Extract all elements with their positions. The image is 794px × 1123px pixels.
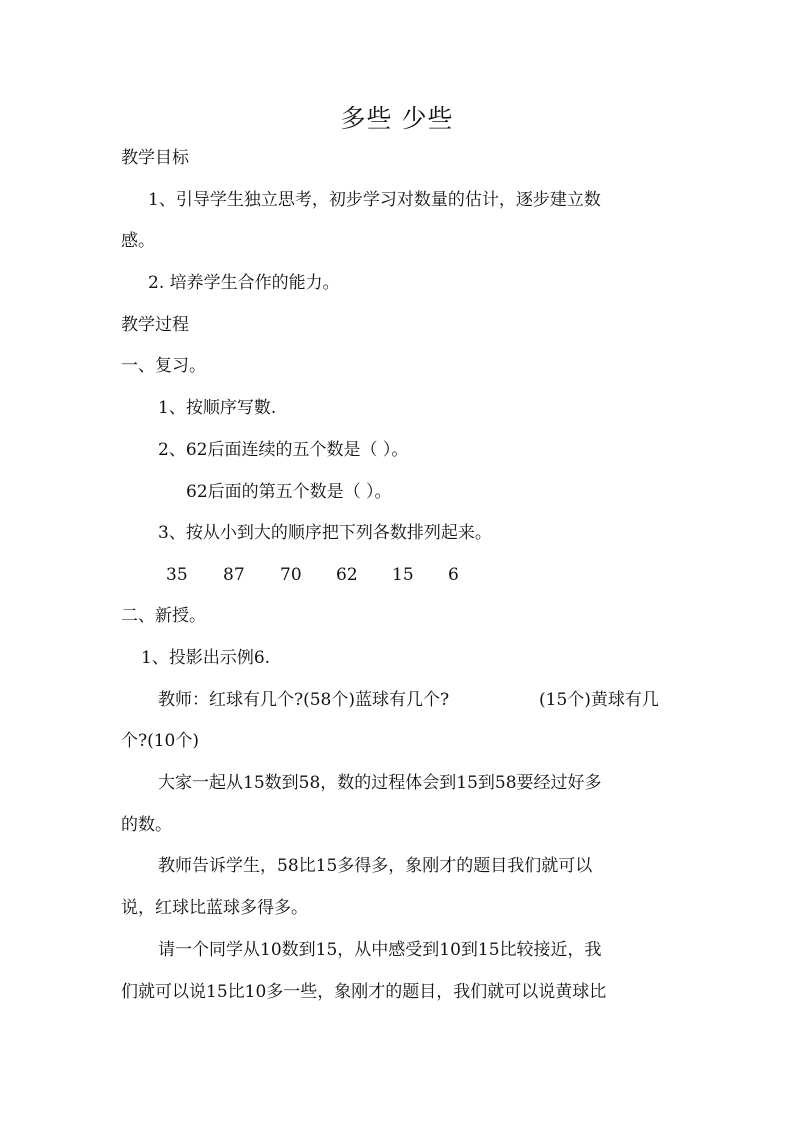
goal-1-line-2: 感。 [121, 231, 155, 251]
teacher-question-part-b: (15个)黄球有几 [539, 690, 659, 710]
number-item: 6 [448, 565, 459, 585]
new-lesson-heading: 二、新授。 [121, 606, 206, 626]
number-item: 62 [336, 565, 358, 585]
paragraph-2-line-2: 说，红球比蓝球多得多。 [121, 898, 308, 918]
number-item: 15 [392, 565, 414, 585]
review-item-1: 1、按顺序写數. [158, 398, 277, 418]
goals-heading: 教学目标 [121, 148, 189, 168]
review-item-2b: 62后面的第五个数是（ ）。 [186, 482, 392, 502]
goal-1-line-1: 1、引导学生独立思考，初步学习对数量的估计，逐步建立数 [148, 190, 601, 210]
teacher-question-line-2: 个?(10个) [121, 731, 200, 751]
new-lesson-item-1: 1、投影出示例6. [141, 648, 271, 668]
paragraph-3-line-2: 们就可以说15比10多一些，象刚才的题目，我们就可以说黄球比 [121, 982, 607, 1002]
process-heading: 教学过程 [121, 315, 189, 335]
paragraph-2-line-1: 教师告诉学生，58比15多得多，象刚才的题目我们就可以 [158, 856, 593, 876]
number-item: 35 [166, 565, 188, 585]
paragraph-1-line-2: 的数。 [121, 815, 172, 835]
review-heading: 一、复习。 [121, 356, 206, 376]
page-title: 多些 少些 [340, 104, 454, 133]
paragraph-3-line-1: 请一个同学从10数到15，从中感受到10到15比较接近，我 [158, 940, 602, 960]
paragraph-1-line-1: 大家一起从15数到58，数的过程体会到15到58要经过好多 [158, 773, 602, 793]
number-item: 87 [223, 565, 245, 585]
number-item: 70 [280, 565, 302, 585]
goal-2: 2. 培养学生合作的能力。 [148, 273, 340, 293]
review-item-3: 3、按从小到大的顺序把下列各数排列起来。 [158, 523, 492, 543]
teacher-question-part-a: 教师：红球有几个?(58个)蓝球有几个? [158, 690, 450, 710]
review-item-2: 2、62后面连续的五个数是（ ）。 [158, 440, 409, 460]
